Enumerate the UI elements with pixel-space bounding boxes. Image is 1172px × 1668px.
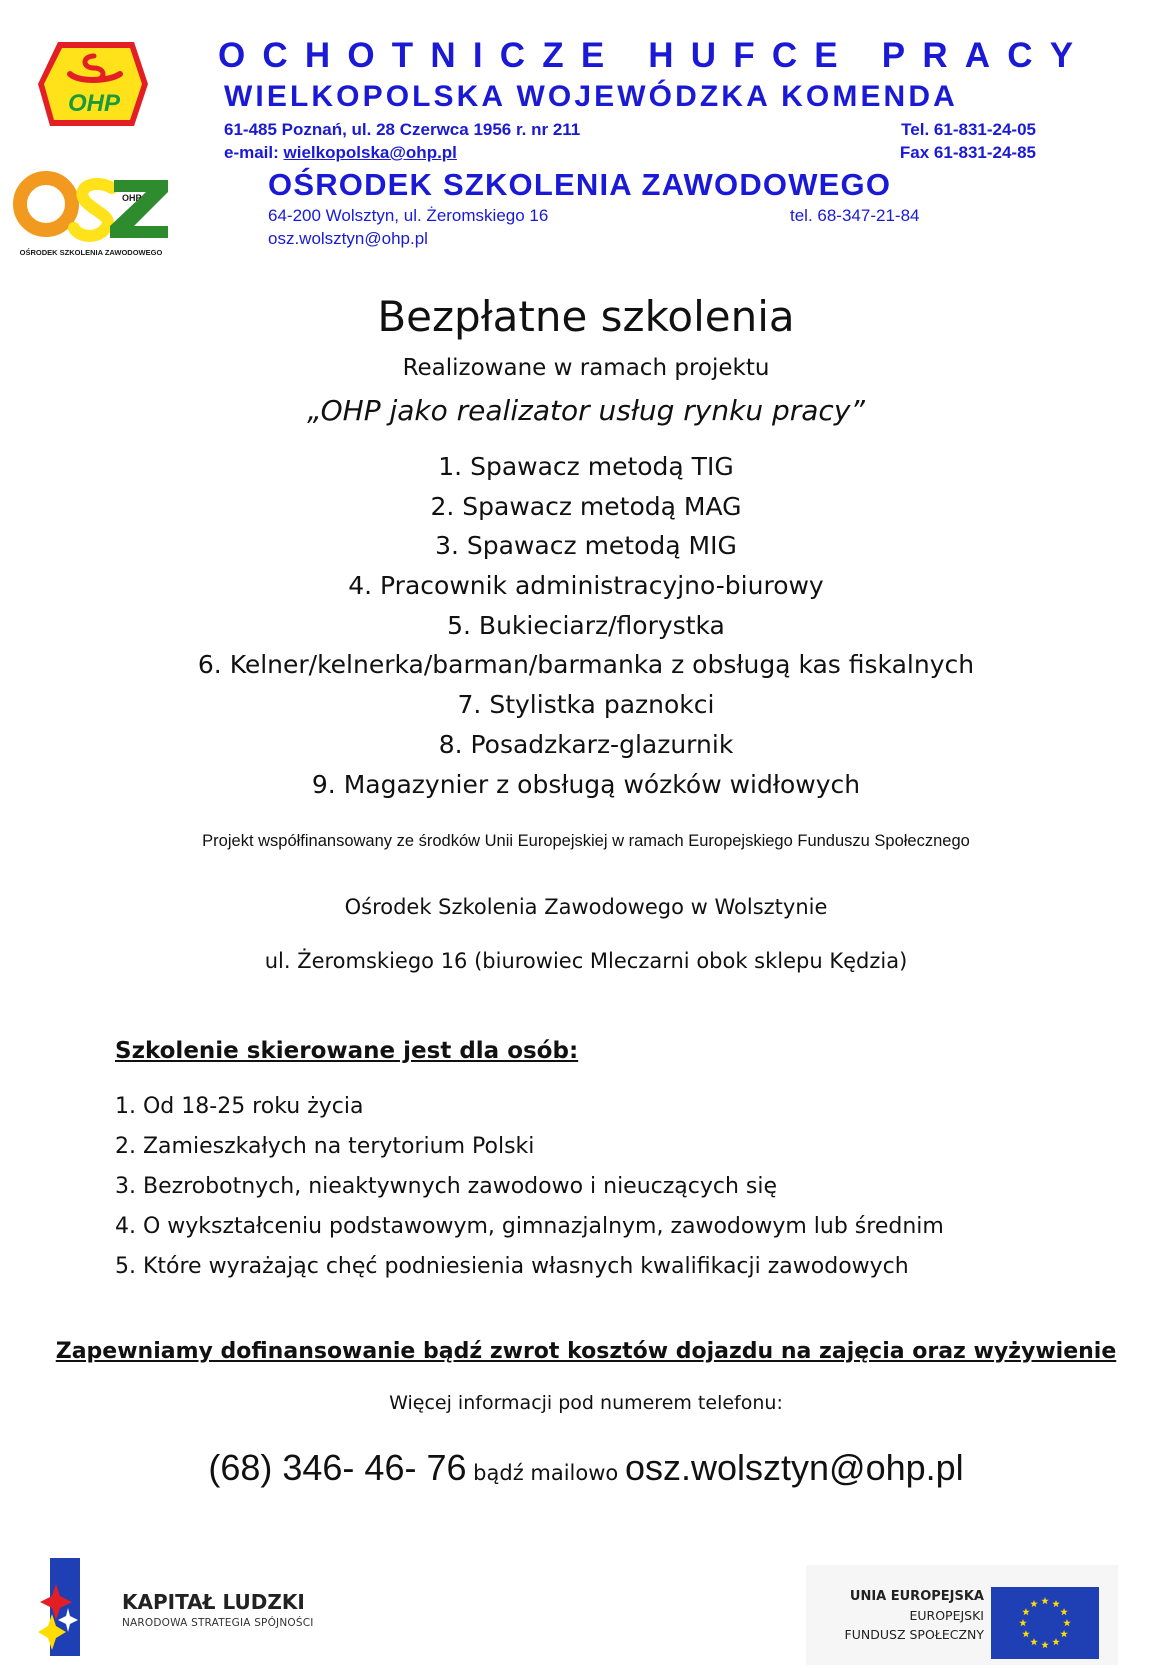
course-item: 6. Kelner/kelnerka/barman/barmanka z obsługą kas fiskalnych (197, 650, 975, 680)
org-fax: Fax 61-831-24-85 (899, 143, 1036, 162)
course-item: 7. Stylistka paznokci (457, 690, 715, 720)
osz-tel: tel. 68-347-21-84 (790, 206, 920, 225)
org-email-row (224, 143, 457, 163)
course-item: 5. Bukieciarz/florystka (447, 610, 725, 640)
kapital-ludzki-subtitle: NARODOWA STRATEGIA SPÓJNOŚCI (122, 1617, 314, 1629)
target-item: 2. Zamieszkałych na terytorium Polski (115, 1134, 535, 1159)
cofinance-note: Projekt współfinansowany ze środków Unii Europejskiej w ramach Europejskiego Funduszu Społecznego (202, 832, 970, 850)
target-item: 1. Od 18-25 roku życia (115, 1094, 364, 1119)
project-name: „OHP jako realizator usług rynku pracy” (307, 394, 865, 427)
org-address: 61-485 Poznań, ul. 28 Czerwca 1956 r. nr 211 (224, 120, 581, 139)
course-item: 1. Spawacz metodą TIG (438, 452, 734, 481)
eu-line-3: FUNDUSZ SPOŁECZNY (844, 1627, 984, 1642)
course-item: 4. Pracownik administracyjno-biurowy (348, 571, 824, 601)
eu-flag-icon (991, 1587, 1099, 1659)
course-item: 2. Spawacz metodą MAG (430, 491, 742, 521)
org-subtitle: WIELKOPOLSKA WOJEWÓDZKA KOMENDA (224, 80, 958, 113)
osz-email: osz.wolsztyn@ohp.pl (268, 229, 428, 248)
org-email-label: e-mail: (224, 143, 284, 162)
target-item: 4. O wykształceniu podstawowym, gimnazjalnym, zawodowym lub średnim (115, 1214, 944, 1239)
course-item: 8. Posadzkarz-glazurnik (438, 729, 734, 759)
kapital-ludzki-title: KAPITAŁ LUDZKI (122, 1590, 305, 1614)
contact-email[interactable]: osz.wolsztyn@ohp.pl (624, 1447, 964, 1488)
org-title: OCHOTNICZE HUFCE PRACY (218, 36, 1091, 75)
target-list (115, 1087, 944, 1287)
eu-line-1: UNIA EUROPEJSKA (849, 1589, 984, 1604)
more-info: Więcej informacji pod numerem telefonu: (389, 1392, 783, 1414)
course-item: 9. Magazynier z obsługą wózków widłowych (311, 769, 861, 799)
center-name: Ośrodek Szkolenia Zawodowego w Wolsztynie (344, 895, 828, 919)
target-heading: Szkolenie skierowane jest dla osób: (115, 1038, 579, 1064)
org-email-link[interactable]: wielkopolska@ohp.pl (283, 143, 457, 162)
target-item: 3. Bezrobotnych, nieaktywnych zawodowo i nieuczących się (115, 1174, 778, 1199)
course-item: 3. Spawacz metodą MIG (435, 531, 737, 561)
kapital-ludzki-logo (36, 1558, 116, 1656)
page-title: Bezpłatne szkolenia (377, 292, 795, 341)
eu-text (845, 1587, 984, 1644)
contact-line (0, 1447, 1172, 1489)
eu-logo-block (806, 1565, 1118, 1665)
target-item: 5. Które wyrażając chęć podniesienia własnych kwalifikacji zawodowych (115, 1254, 909, 1279)
ohp-logo-text: OHP (67, 90, 121, 117)
osz-address: 64-200 Wolsztyn, ul. Żeromskiego 16 (268, 206, 549, 225)
osz-logo (10, 168, 172, 260)
contact-phone[interactable]: (68) 346- 46- 76 (208, 1447, 467, 1488)
osz-logo-small-text: OHP (122, 193, 142, 203)
center-street: ul. Żeromskiego 16 (biurowiec Mleczarni obok sklepu Kędzia) (264, 949, 908, 973)
eu-line-2: EUROPEJSKI (909, 1608, 984, 1623)
project-intro: Realizowane w ramach projektu (402, 355, 770, 381)
funding-note: Zapewniamy dofinansowanie bądź zwrot kosztów dojazdu na zajęcia oraz wyżywienie (55, 1339, 1117, 1364)
course-list (0, 447, 1172, 804)
org-tel: Tel. 61-831-24-05 (901, 120, 1036, 139)
osz-logo-caption: OŚRODEK SZKOLENIA ZAWODOWEGO (19, 248, 163, 257)
contact-separator: bądź mailowo (466, 1461, 625, 1485)
ohp-logo (34, 38, 152, 130)
osz-title: OŚRODEK SZKOLENIA ZAWODOWEGO (268, 167, 892, 202)
